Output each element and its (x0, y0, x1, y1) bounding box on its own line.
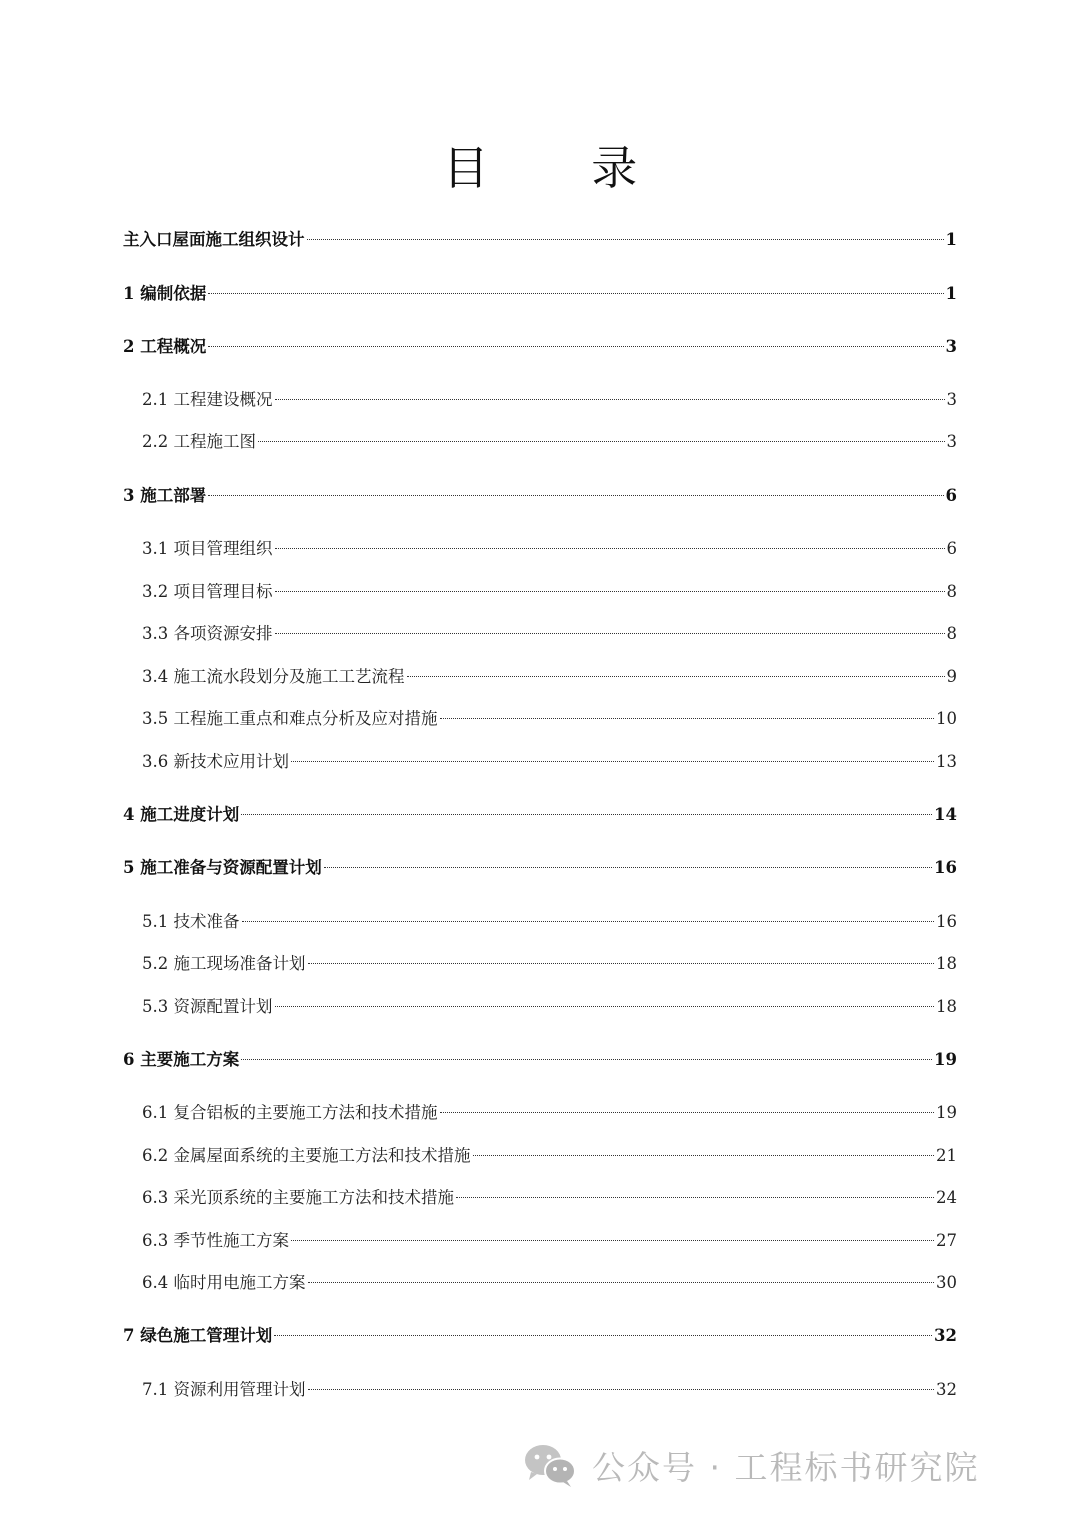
toc-dot-leader (242, 921, 935, 922)
toc-entry-label: 主入口屋面施工组织设计 (123, 230, 305, 249)
toc-entry-page-number: 21 (936, 1146, 957, 1165)
toc-entry[interactable] (123, 280, 957, 308)
toc-entry-page-number: 24 (936, 1188, 957, 1207)
toc-entry-label: 5.1 技术准备 (142, 912, 240, 931)
toc-dot-leader (274, 1335, 932, 1336)
toc-dot-leader (208, 293, 943, 294)
toc-entry-page-number: 16 (934, 858, 957, 877)
toc-entry-label: 7 绿色施工管理计划 (123, 1326, 273, 1345)
toc-entry-label: 6.3 季节性施工方案 (142, 1231, 289, 1250)
toc-entry-label: 6.1 复合铝板的主要施工方法和技术措施 (142, 1103, 438, 1122)
toc-entry-label: 6 主要施工方案 (123, 1050, 240, 1069)
toc-entry-page-number: 6 (945, 486, 957, 505)
toc-entry-page-number: 32 (936, 1380, 957, 1399)
toc-entry[interactable] (123, 482, 957, 510)
toc-entry-page-number: 19 (936, 1103, 957, 1122)
toc-entry-page-number: 8 (946, 582, 957, 601)
toc-entry-label: 2.1 工程建设概况 (142, 390, 273, 409)
toc-entry-label: 1 编制依据 (123, 284, 207, 303)
toc-entry[interactable] (142, 1376, 957, 1404)
toc-entry-label: 3.5 工程施工重点和难点分析及应对措施 (142, 709, 438, 728)
toc-dot-leader (241, 1059, 932, 1060)
toc-entry-page-number: 8 (946, 624, 957, 643)
toc-entry-page-number: 3 (946, 432, 957, 451)
toc-entry-page-number: 3 (945, 337, 957, 356)
toc-entry-label: 5 施工准备与资源配置计划 (123, 858, 322, 877)
toc-entry-label: 3.3 各项资源安排 (142, 624, 273, 643)
toc-entry[interactable] (123, 854, 957, 882)
toc-entry[interactable] (142, 620, 957, 648)
toc-dot-leader (275, 548, 945, 549)
toc-entry-page-number: 3 (946, 390, 957, 409)
toc-dot-leader (275, 1006, 935, 1007)
toc-dot-leader (473, 1155, 935, 1156)
toc-dot-leader (258, 441, 945, 442)
page-title: 目 录 (442, 141, 682, 195)
toc-entry-page-number: 9 (946, 667, 957, 686)
toc-dot-leader (440, 1112, 935, 1113)
toc-entry-label: 6.3 采光顶系统的主要施工方法和技术措施 (142, 1188, 454, 1207)
toc-dot-leader (407, 676, 945, 677)
toc-entry[interactable] (142, 993, 957, 1021)
toc-entry-page-number: 16 (936, 912, 957, 931)
toc-dot-leader (208, 495, 943, 496)
toc-entry-page-number: 19 (934, 1050, 957, 1069)
toc-entry-label: 3.2 项目管理目标 (142, 582, 273, 601)
toc-dot-leader (324, 867, 932, 868)
toc-dot-leader (291, 761, 934, 762)
toc-dot-leader (308, 963, 935, 964)
toc-entry[interactable] (142, 705, 957, 733)
toc-entry[interactable] (142, 386, 957, 414)
toc-entry[interactable] (142, 950, 957, 978)
toc-entry[interactable] (142, 1269, 957, 1297)
toc-entry-label: 3.4 施工流水段划分及施工工艺流程 (142, 667, 405, 686)
toc-dot-leader (307, 239, 944, 240)
toc-entry[interactable] (142, 908, 957, 936)
toc-entry-label: 6.2 金属屋面系统的主要施工方法和技术措施 (142, 1146, 471, 1165)
watermark-text: 公众号 · 工程标书研究院 (592, 1447, 980, 1487)
toc-entry-page-number: 18 (936, 997, 957, 1016)
toc-entry-page-number: 18 (936, 954, 957, 973)
wechat-icon (522, 1442, 578, 1488)
toc-entry-page-number: 32 (934, 1326, 957, 1345)
toc-entry[interactable] (123, 1046, 957, 1074)
toc-entry-label: 3 施工部署 (123, 486, 207, 505)
toc-entry-page-number: 13 (936, 752, 957, 771)
toc-entry-label: 5.2 施工现场准备计划 (142, 954, 306, 973)
toc-dot-leader (308, 1282, 935, 1283)
toc-dot-leader (275, 399, 945, 400)
toc-entry-page-number: 6 (946, 539, 957, 558)
toc-entry-page-number: 10 (936, 709, 957, 728)
toc-entry-page-number: 1 (945, 284, 957, 303)
toc-dot-leader (275, 591, 945, 592)
toc-entry[interactable] (142, 1184, 957, 1212)
watermark (522, 1440, 979, 1490)
toc-entry[interactable] (142, 428, 957, 456)
toc-entry[interactable] (142, 1142, 957, 1170)
toc-entry-page-number: 1 (945, 230, 957, 249)
toc-entry[interactable] (123, 1322, 957, 1350)
toc-entry[interactable] (123, 333, 957, 361)
toc-entry-label: 3.6 新技术应用计划 (142, 752, 289, 771)
toc-entry-label: 7.1 资源利用管理计划 (142, 1380, 306, 1399)
toc-entry[interactable] (123, 226, 957, 254)
toc-dot-leader (456, 1197, 934, 1198)
toc-entry-page-number: 27 (936, 1231, 957, 1250)
toc-entry-page-number: 30 (936, 1273, 957, 1292)
toc-entry-label: 3.1 项目管理组织 (142, 539, 273, 558)
toc-entry-label: 2.2 工程施工图 (142, 432, 256, 451)
toc-entry-label: 6.4 临时用电施工方案 (142, 1273, 306, 1292)
toc-dot-leader (208, 346, 943, 347)
toc-entry-page-number: 14 (934, 805, 957, 824)
toc-entry-label: 4 施工进度计划 (123, 805, 240, 824)
toc-dot-leader (241, 814, 932, 815)
toc-entry-label: 5.3 资源配置计划 (142, 997, 273, 1016)
toc-entry[interactable] (142, 535, 957, 563)
toc-entry[interactable] (142, 663, 957, 691)
toc-dot-leader (440, 718, 935, 719)
toc-entry[interactable] (142, 1099, 957, 1127)
toc-dot-leader (308, 1389, 935, 1390)
toc-entry[interactable] (123, 801, 957, 829)
toc-dot-leader (275, 633, 945, 634)
toc-entry-label: 2 工程概况 (123, 337, 207, 356)
toc-dot-leader (291, 1240, 934, 1241)
toc-entry[interactable] (142, 578, 957, 606)
toc-entry[interactable] (142, 1227, 957, 1255)
toc-entry[interactable] (142, 748, 957, 776)
